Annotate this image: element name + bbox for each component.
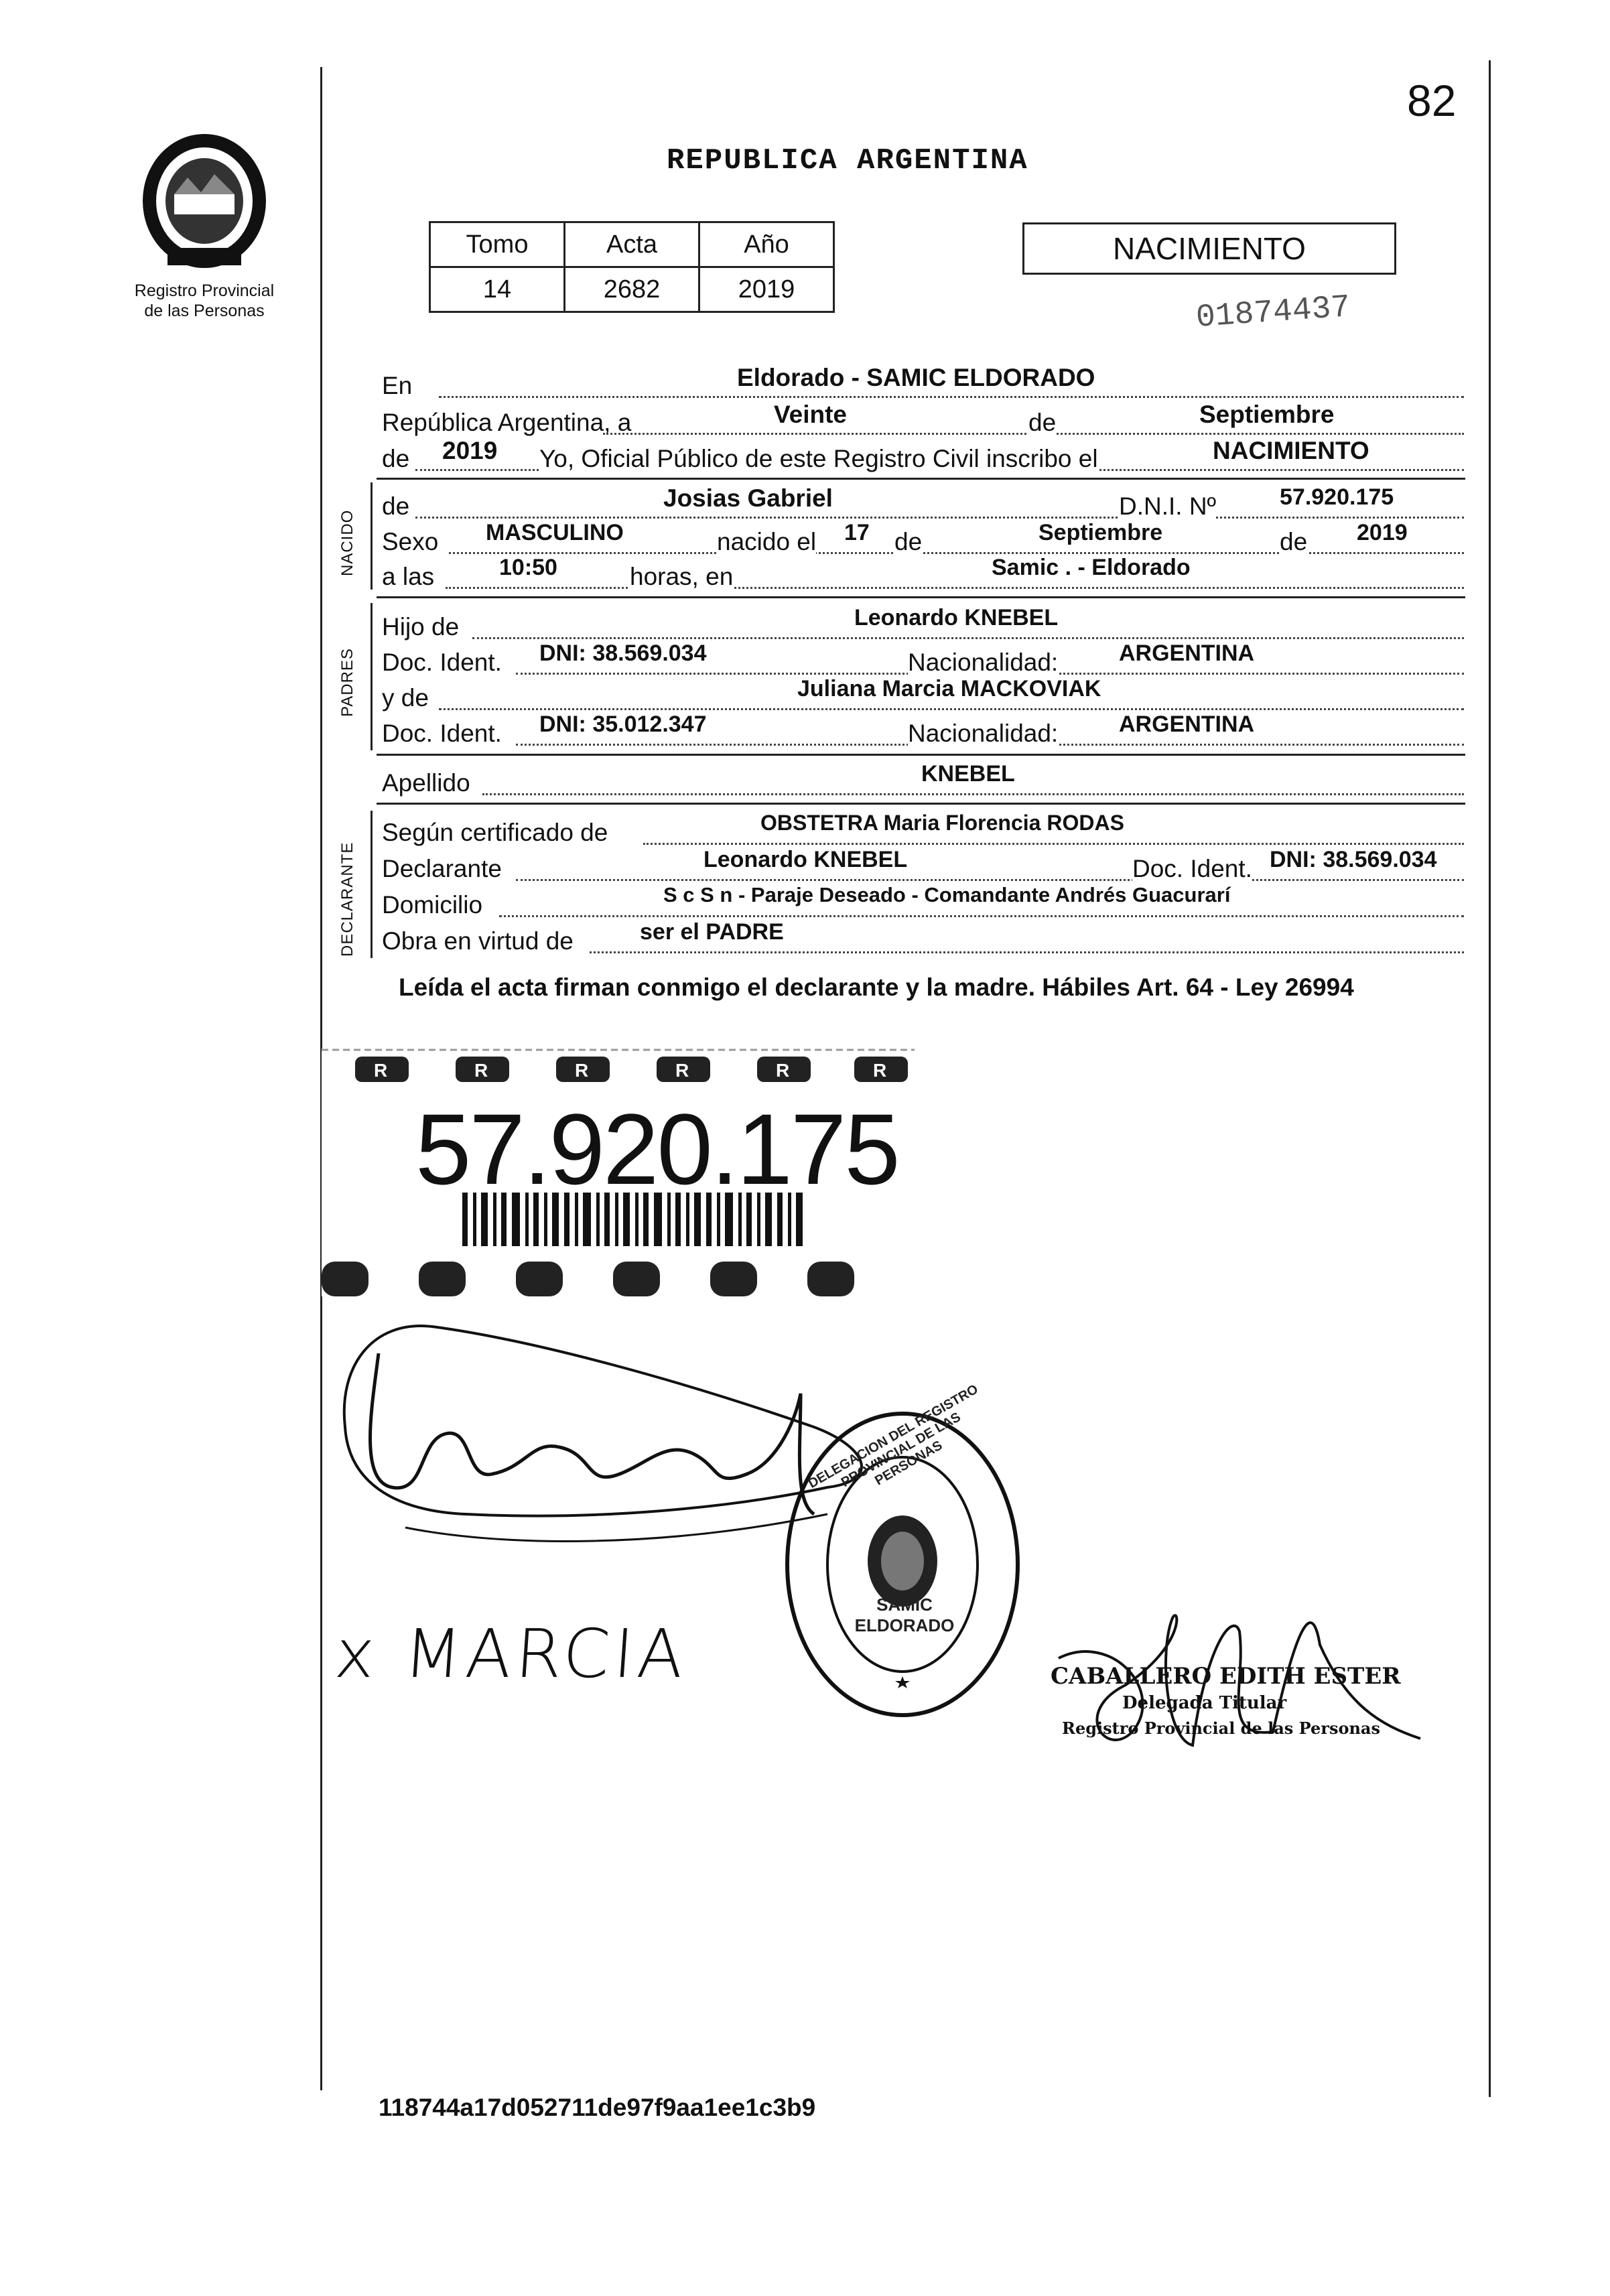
svg-text:R: R — [873, 1060, 887, 1081]
serial-number: 01874437 — [1195, 289, 1352, 336]
label-birth-de: de — [894, 528, 923, 555]
value-inscribe: NACIMIENTO — [1213, 437, 1369, 464]
padres-section-bar — [371, 603, 373, 750]
svg-text:R: R — [374, 1060, 388, 1081]
value-mother-nat: ARGENTINA — [1119, 712, 1255, 737]
table-value-acta: 2682 — [565, 267, 699, 312]
registry-name-line1: Registro Provincial — [134, 281, 275, 300]
row-inscribe — [382, 437, 1464, 476]
row-mother-name — [382, 676, 1464, 715]
nacido-section-bar — [371, 482, 373, 590]
value-sexo: MASCULINO — [486, 520, 624, 545]
label-mother-doc: Doc. Ident. — [382, 720, 502, 747]
value-father-doc: DNI: 38.569.034 — [539, 640, 707, 666]
svg-text:R: R — [675, 1060, 689, 1081]
label-y-de: y de — [382, 684, 429, 712]
row-time-place — [382, 555, 1464, 594]
label-en: En — [382, 372, 413, 399]
value-birth-day: 17 — [844, 520, 870, 545]
official-name: CABALLERO EDITH ESTER — [1051, 1663, 1401, 1690]
label-domicilio: Domicilio — [382, 891, 483, 919]
row-apellido — [382, 761, 1464, 800]
label-declarante: Declarante — [382, 855, 502, 882]
declarante-section-bar — [371, 811, 373, 958]
value-declarante: Leonardo KNEBEL — [703, 847, 908, 872]
value-child-name: Josias Gabriel — [663, 484, 833, 512]
value-father-nat: ARGENTINA — [1119, 640, 1255, 666]
label-sexo: Sexo — [382, 528, 439, 555]
stamp-inner-text: SAMIC ELDORADO — [854, 1595, 955, 1635]
value-mother-doc: DNI: 35.012.347 — [539, 712, 707, 737]
nacido-section-label: NACIDO — [338, 509, 356, 576]
right-margin-rule — [1489, 60, 1491, 2097]
row-father-doc — [382, 640, 1464, 679]
value-obra: ser el PADRE — [640, 919, 784, 945]
value-birth-year: 2019 — [1357, 520, 1408, 545]
page-number: 82 — [1407, 76, 1457, 125]
row-father-name — [382, 605, 1464, 644]
row-declarante — [382, 847, 1464, 886]
value-year: 2019 — [442, 437, 498, 464]
label-horas: horas, en — [630, 563, 734, 590]
province-seal — [134, 131, 275, 275]
row-mother-doc — [382, 712, 1464, 750]
label-apellido: Apellido — [382, 769, 470, 797]
value-child-dni: 57.920.175 — [1280, 484, 1394, 510]
document-hash: 118744a17d052711de97f9aa1ee1c3b9 — [379, 2094, 816, 2121]
value-birth-time: 10:50 — [499, 555, 557, 580]
official-office: Registro Provincial de las Personas — [1062, 1718, 1380, 1738]
label-child-de: de — [382, 492, 410, 520]
label-hijo-de: Hijo de — [382, 613, 460, 640]
divider-nacido — [377, 596, 1465, 598]
mother-signature: x MARCIA — [332, 1615, 690, 1693]
label-republica: República Argentina, a — [382, 409, 632, 436]
label-de2: de — [382, 445, 410, 472]
official-role: Delegada Titular — [1122, 1693, 1287, 1713]
label-de: de — [1028, 409, 1057, 436]
row-date — [382, 401, 1464, 440]
svg-text:R: R — [474, 1060, 488, 1081]
label-birth-de2: de — [1280, 528, 1308, 555]
value-declarante-doc: DNI: 38.569.034 — [1270, 847, 1437, 872]
registry-name-line2: de las Personas — [144, 301, 265, 320]
value-domicilio: S c S n - Paraje Deseado - Comandante Andrés Guacurarí — [663, 883, 1231, 906]
divider-apellido — [377, 803, 1465, 805]
label-declarante-doc: Doc. Ident. — [1132, 855, 1252, 882]
row-obra — [382, 919, 1464, 958]
value-month: Septiembre — [1199, 401, 1335, 428]
row-domicilio — [382, 883, 1464, 922]
row-place — [382, 364, 1464, 403]
table-header-ano: Año — [699, 222, 834, 267]
value-birth-month: Septiembre — [1038, 520, 1163, 545]
table-header-tomo: Tomo — [430, 222, 565, 267]
label-father-nat: Nacionalidad: — [908, 649, 1059, 676]
divider-intro — [377, 478, 1465, 480]
value-mother-name: Juliana Marcia MACKOVIAK — [797, 676, 1101, 701]
label-segun: Según certificado de — [382, 819, 608, 846]
closing-note: Leída el acta firman conmigo el declarante y la madre. Hábiles Art. 64 - Ley 26994 — [399, 973, 1354, 1001]
registry-table — [429, 221, 835, 313]
value-place: Eldorado - SAMIC ELDORADO — [737, 364, 1095, 391]
divider-padres — [377, 754, 1465, 756]
label-inscribe: Yo, Oficial Público de este Registro Civil inscribo el — [539, 445, 1098, 472]
stamp-outer-text: DELEGACION DEL REGISTRO PROVINCIAL DE LAS PERSONAS — [805, 1381, 981, 1491]
declarante-section-label: DECLARANTE — [338, 841, 356, 957]
label-father-doc: Doc. Ident. — [382, 649, 502, 676]
padres-section-label: PADRES — [338, 648, 356, 717]
label-mother-nat: Nacionalidad: — [908, 720, 1059, 747]
label-dni: D.N.I. Nº — [1119, 492, 1217, 520]
svg-text:R: R — [575, 1060, 589, 1081]
table-value-ano: 2019 — [699, 267, 834, 312]
table-header-acta: Acta — [565, 222, 699, 267]
value-father-name: Leonardo KNEBEL — [854, 605, 1059, 630]
record-type-box: NACIMIENTO — [1022, 222, 1396, 275]
id-sticker-number: 57.920.175 — [415, 1093, 898, 1205]
value-birth-place: Samic . - Eldorado — [992, 555, 1191, 580]
label-a-las: a las — [382, 563, 435, 590]
value-day-word: Veinte — [774, 401, 847, 428]
document-title: REPUBLICA ARGENTINA — [667, 144, 1028, 178]
label-obra: Obra en virtud de — [382, 927, 574, 955]
svg-text:R: R — [776, 1060, 790, 1081]
label-nacido-el: nacido el — [717, 528, 817, 555]
value-certificado: OBSTETRA Maria Florencia RODAS — [760, 811, 1124, 835]
value-apellido: KNEBEL — [921, 761, 1015, 787]
row-child-name — [382, 484, 1464, 523]
row-certificado — [382, 811, 1464, 850]
father-signature-name — [469, 1427, 472, 1428]
table-value-tomo: 14 — [430, 267, 565, 312]
